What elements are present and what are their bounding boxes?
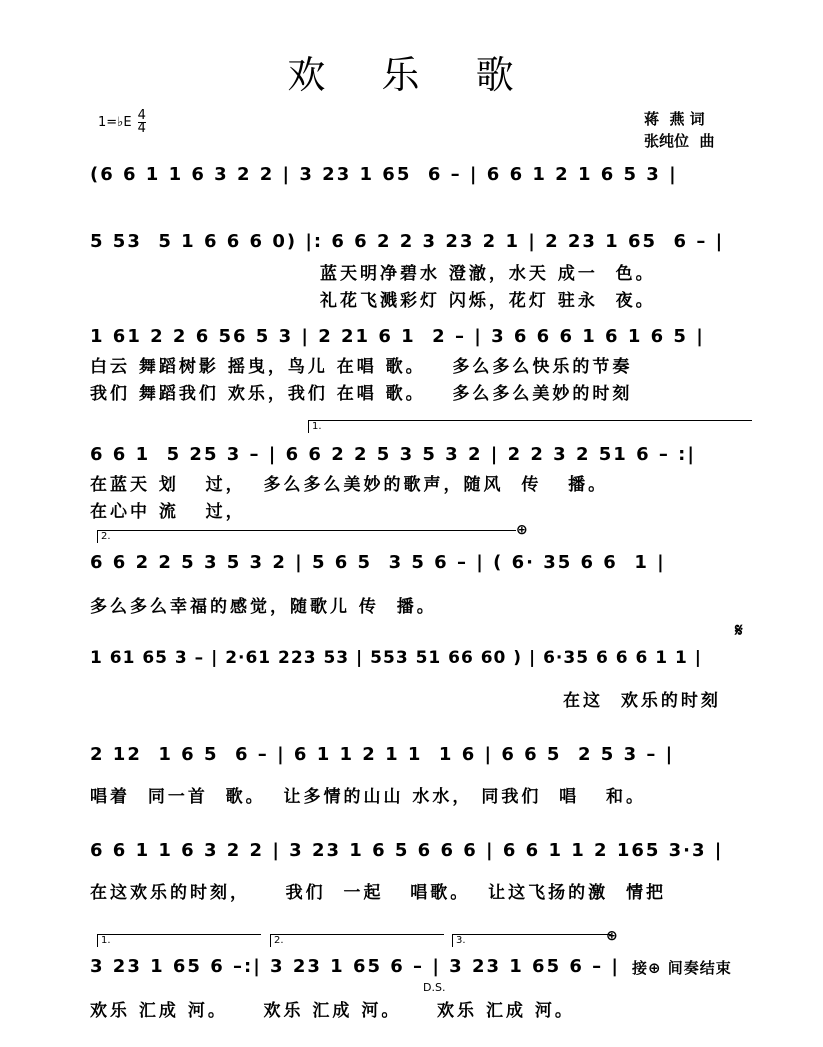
lyric-line-7a: 唱着 同一首 歌。 让多情的山山 水水， 同我们 唱 和。: [90, 787, 646, 807]
volta-bracket-2: 2.: [97, 530, 516, 543]
notation-line-5: 6 6 2 2 5 3 5 3 2 | 5 6 5 3 5 6 – | ( 6· 35 6 6 1 |: [90, 552, 666, 573]
page-title: 欢 乐 歌: [287, 53, 536, 97]
notation-line-3: 1 61 2 2 6 56 5 3 | 2 21 6 1 2 – | 3 6 6 6 1 6 1 6 5 |: [90, 326, 705, 347]
notation-line-2: 5 53 5 1 6 6 6 0) |: 6 6 2 2 3 23 2 1 | 2 23 1 65 6 – |: [90, 231, 725, 252]
lyric-line-4a: 在蓝天 划 过， 多么多么美妙的歌声，随风 传 播。: [90, 475, 609, 495]
key-prefix: 1=: [98, 115, 118, 130]
notation-line-4: 6 6 1 5 25 3 – | 6 6 2 2 5 3 5 3 2 | 2 2 3 2 51 6 – :|: [90, 444, 696, 465]
lyric-line-3a: 白云 舞蹈树影 摇曳，鸟儿 在唱 歌。 多么多么快乐的节奏: [90, 357, 633, 377]
lyric-line-2a: 蓝天明净碧水 澄澈，水天 成一 色。: [320, 264, 656, 284]
composer: 张纯位 曲: [644, 132, 715, 150]
lyric-line-8a: 在这欢乐的时刻， 我们 一起 唱歌。 让这飞扬的激 情把: [90, 883, 666, 903]
dal-segno-mark: D.S.: [423, 981, 446, 994]
credits: [644, 108, 714, 152]
segno-icon: 𝄋: [735, 620, 743, 641]
key-note: E: [123, 115, 132, 130]
ending-instruction: 接⊕ 间奏结束: [632, 959, 732, 977]
lyric-line-4b: 在心中 流 过，: [90, 502, 246, 522]
volta-bracket-1: 1.: [308, 420, 752, 433]
lyric-line-3b: 我们 舞蹈我们 欢乐，我们 在唱 歌。 多么多么美妙的时刻: [90, 384, 633, 404]
notation-line-7: 2 12 1 6 5 6 – | 6 1 1 2 1 1 1 6 | 6 6 5 2 5 3 – |: [90, 744, 675, 765]
lyric-line-5a: 多么多么幸福的感觉，随歌儿 传 播。: [90, 597, 437, 617]
volta-bracket-ending-2: 2.: [270, 934, 444, 947]
time-signature: [138, 110, 146, 135]
coda-icon: ⊕: [516, 522, 528, 538]
key-signature: [98, 110, 146, 135]
coda-icon-2: ⊕: [606, 928, 618, 944]
notation-line-1: (6 6 1 1 6 3 2 2 | 3 23 1 65 6 – | 6 6 1 2 1 6 5 3 |: [90, 164, 678, 185]
lyric-line-2b: 礼花飞溅彩灯 闪烁，花灯 驻永 夜。: [320, 291, 656, 311]
lyric-line-9a: 欢乐 汇成 河。 欢乐 汇成 河。 欢乐 汇成 河。: [90, 1001, 575, 1021]
notation-line-9: 3 23 1 65 6 –:| 3 23 1 65 6 – | 3 23 1 65 6 – |: [90, 956, 620, 977]
lyricist: 蒋 燕 词: [644, 110, 705, 128]
volta-bracket-ending-3: 3.: [452, 934, 611, 947]
lyric-line-6a: 在这 欢乐的时刻: [563, 691, 721, 711]
flat-icon: ♭: [117, 115, 124, 130]
time-numerator: 4: [137, 108, 146, 123]
notation-line-6: 1 61 65 3 – | 2·61 223 53 | 553 51 66 60 ) | 6·35 6 6 6 1 1 |: [90, 648, 702, 668]
time-denominator: 4: [137, 121, 146, 136]
notation-line-8: 6 6 1 1 6 3 2 2 | 3 23 1 6 5 6 6 6 | 6 6 1 1 2 165 3·3 |: [90, 840, 724, 861]
volta-bracket-ending-1: 1.: [97, 934, 261, 947]
